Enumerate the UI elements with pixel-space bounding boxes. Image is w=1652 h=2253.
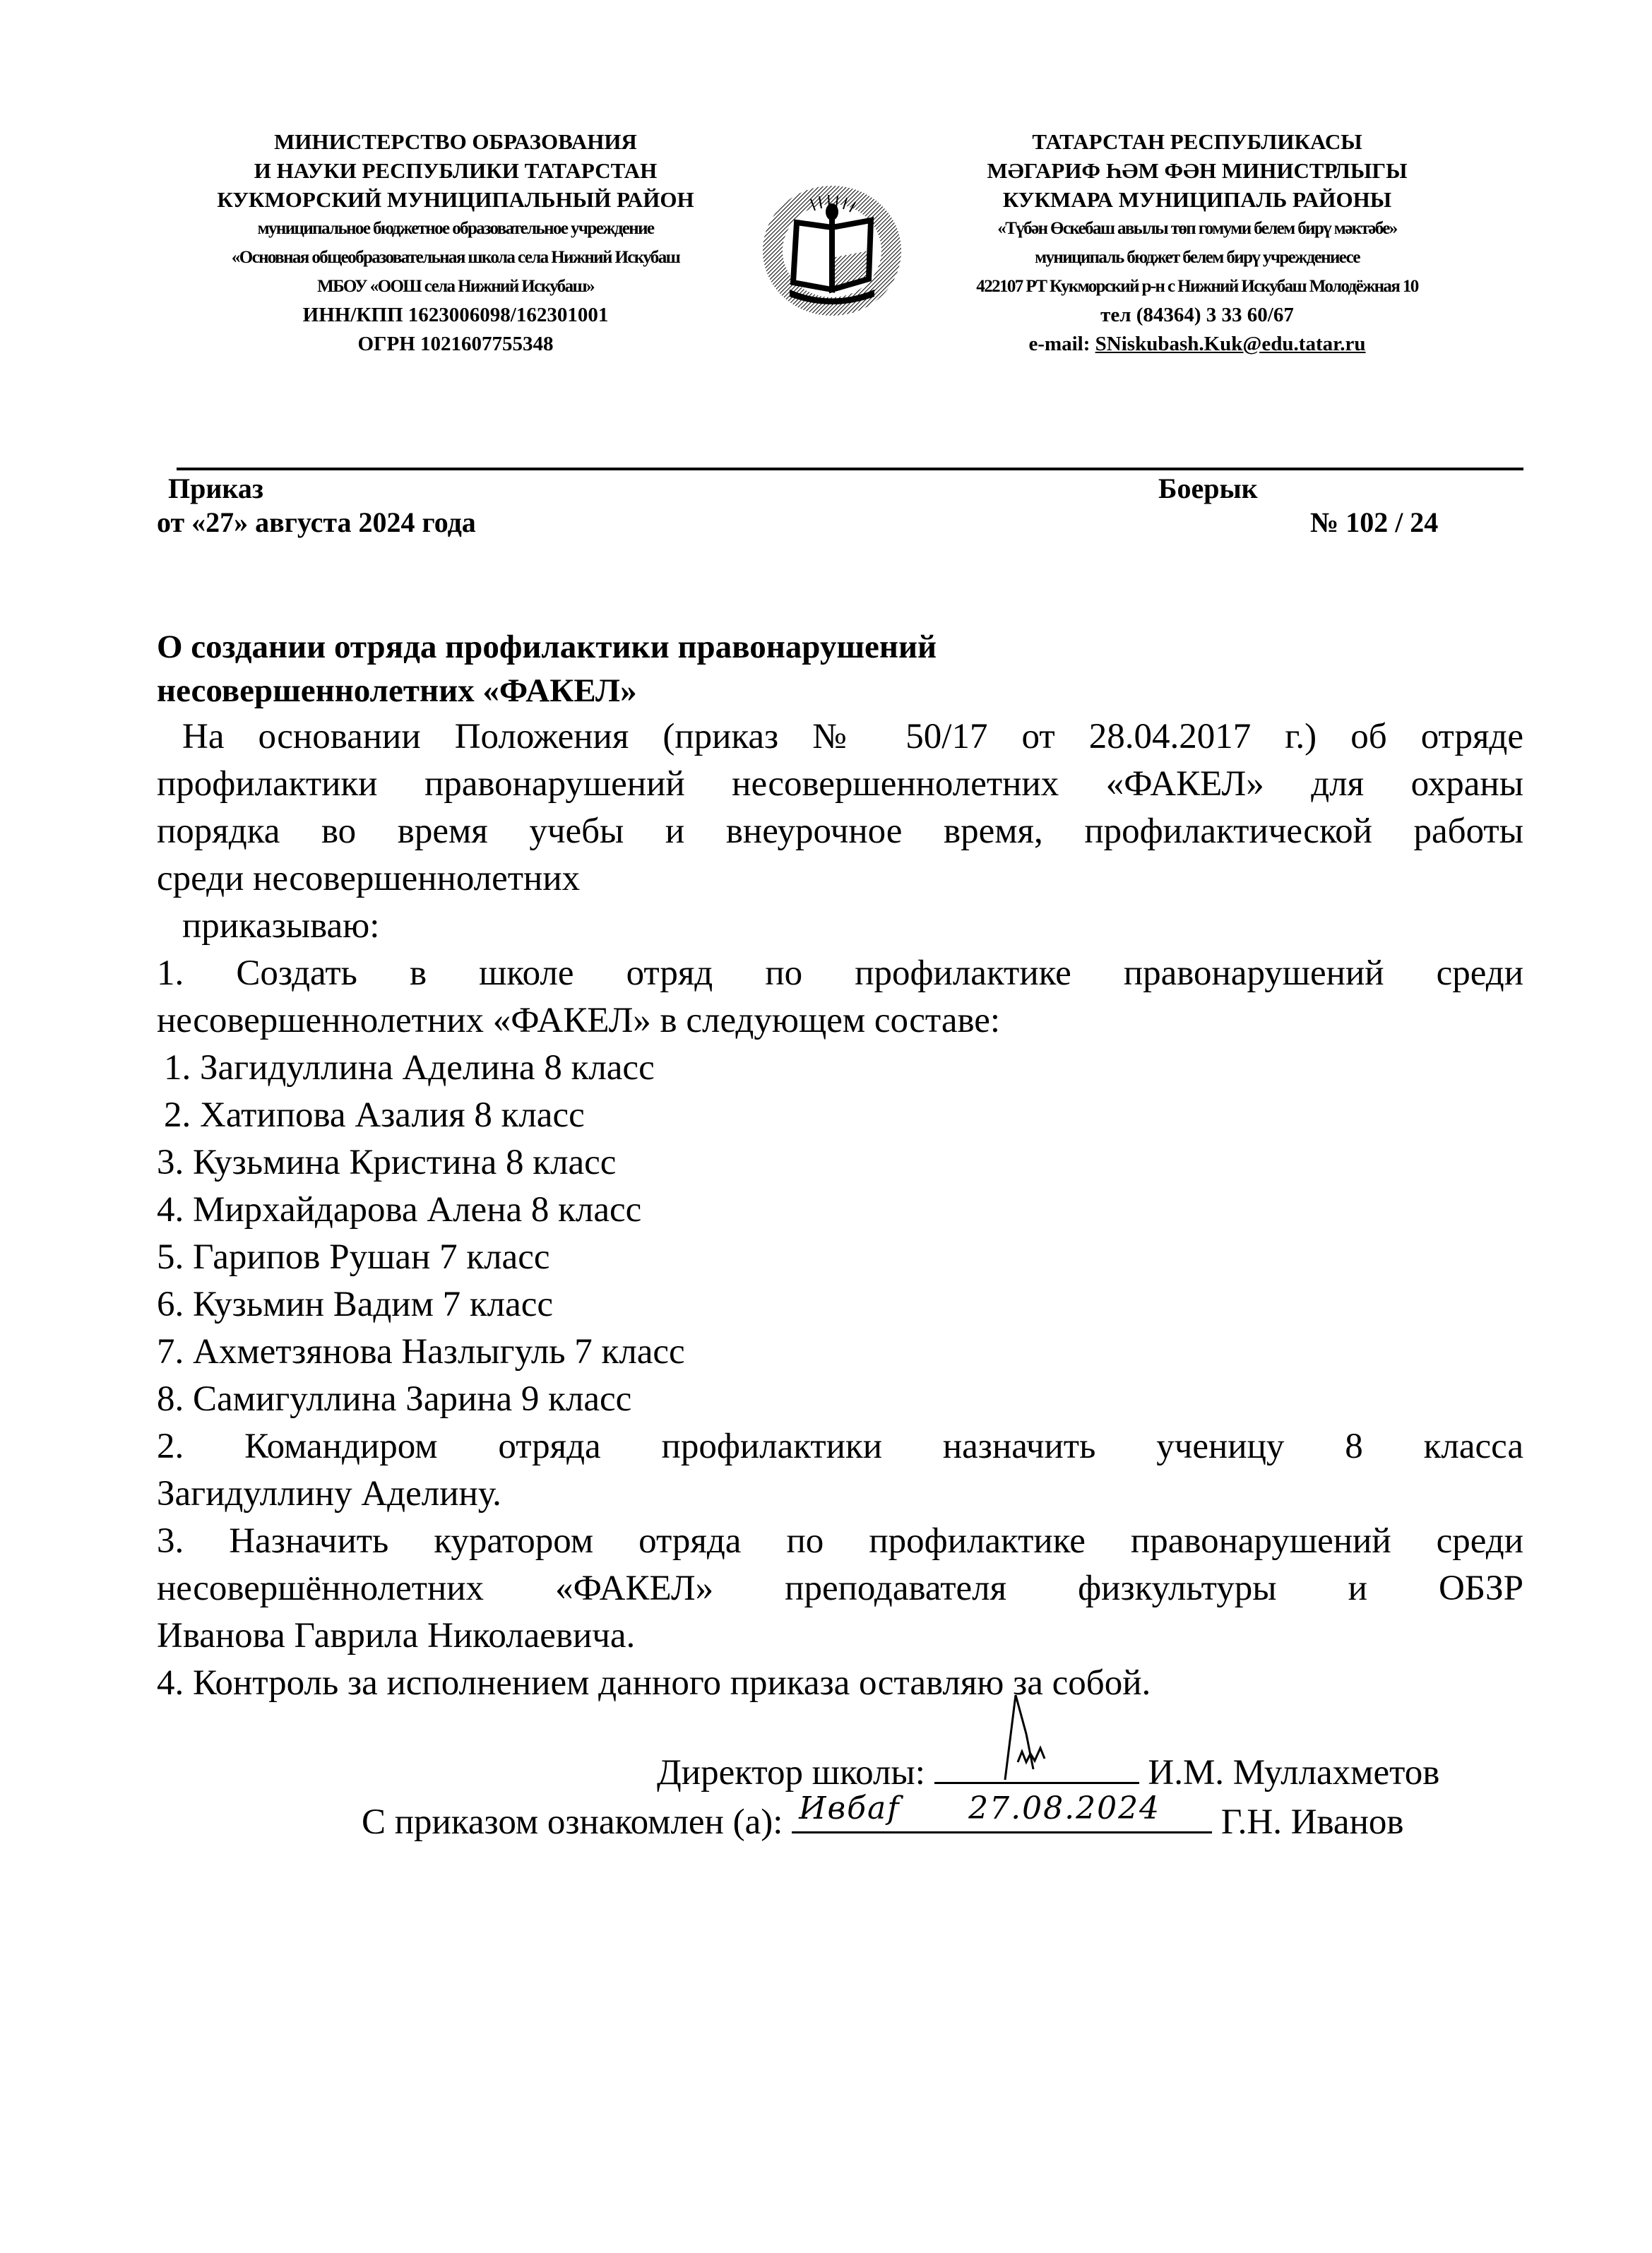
- preamble-line-3: порядка во время учебы и внеурочное время, профилактической работы: [157, 812, 1523, 851]
- member-7: 7. Ахметзянова Назлыгуль 7 класс: [157, 1332, 685, 1372]
- title-line-2: несовершеннолетних «ФАКЕЛ»: [157, 672, 637, 709]
- institution-type-line: муниципальное бюджетное образовательное учреждение: [257, 219, 654, 238]
- open-book-emblem-icon: [761, 184, 903, 318]
- school-tatar-name-line: «Түбән Өскебаш авылы төп гомуми белем бирү мәктәбе»: [997, 219, 1397, 238]
- ministry-line-2: И НАУКИ РЕСПУБЛИКИ ТАТАРСТАН: [254, 158, 658, 183]
- acquainted-label: С приказом ознакомлен (а):: [362, 1802, 783, 1842]
- acquainted-signature-row: [362, 1790, 1404, 1843]
- member-1: 1. Загидуллина Аделина 8 класс: [164, 1048, 655, 1088]
- order-label-russian: Приказ: [168, 472, 263, 504]
- item-1-line-2: несовершеннолетних «ФАКЕЛ» в следующем составе:: [157, 1001, 1001, 1040]
- district-tatar-line: КУКМАРА МУНИЦИПАЛЬ РАЙОНЫ: [1002, 187, 1392, 212]
- ogrn-line: ОГРН 1021607755348: [357, 333, 554, 355]
- header-left-russian: [152, 127, 759, 359]
- document-title: [157, 625, 937, 713]
- email-line: [886, 330, 1508, 359]
- director-signature-line: [934, 1748, 1139, 1784]
- school-short-name-line: МБОУ «ООШ села Нижний Искубаш»: [317, 277, 594, 296]
- preamble-line-2: профилактики правонарушений несовершеннолетних «ФАКЕЛ» для охраны: [157, 764, 1523, 804]
- acquainted-handwritten-date: 27.08.2024: [968, 1790, 1161, 1826]
- order-label-tatar: Боерык: [1158, 472, 1258, 504]
- item-2-line-2: Загидуллину Аделину.: [157, 1474, 501, 1514]
- item-1-line-1: 1. Создать в школе отряд по профилактике правонарушений среди: [157, 953, 1523, 993]
- institution-tatar-type-line: муниципаль бюджет белем бирү учреждениесе: [1035, 248, 1360, 267]
- director-name: И.М. Муллахметов: [1148, 1753, 1440, 1793]
- school-full-name-line: «Основная общеобразовательная школа села Нижний Искубаш: [231, 248, 680, 267]
- header-right-tatar: [886, 127, 1508, 359]
- preamble-line-4: среди несовершеннолетних: [157, 859, 581, 898]
- member-6: 6. Кузьмин Вадим 7 класс: [157, 1285, 553, 1324]
- inn-kpp-line: ИНН/КПП 1623006098/162301001: [302, 304, 609, 326]
- ministry-line-1: МИНИСТЕРСТВО ОБРАЗОВАНИЯ: [274, 129, 637, 154]
- member-8: 8. Самигуллина Зарина 9 класс: [157, 1379, 632, 1419]
- title-line-1: О создании отряда профилактики правонарушений: [157, 629, 937, 665]
- order-date: от «27» августа 2024 года: [157, 506, 476, 538]
- item-4: 4. Контроль за исполнением данного приказа оставляю за собой.: [157, 1663, 1151, 1703]
- item-3-line-2: несовершённолетних «ФАКЕЛ» преподавателя физкультуры и ОБЗР: [157, 1569, 1523, 1608]
- member-4: 4. Мирхайдарова Алена 8 класс: [157, 1190, 642, 1230]
- email-link[interactable]: SNiskubash.Kuk@edu.tatar.ru: [1095, 333, 1366, 355]
- item-3-line-1: 3. Назначить куратором отряда по профилактике правонарушений среди: [157, 1521, 1523, 1561]
- item-2-line-1: 2. Командиром отряда профилактики назначить ученицу 8 класса: [157, 1427, 1523, 1466]
- director-handwritten-signature-icon: [934, 1692, 1139, 1783]
- acquainted-handwritten-signature: Ивбаf: [799, 1790, 901, 1826]
- order-number: № 102 / 24: [1310, 506, 1439, 538]
- phone-line: тел (84364) 3 33 60/67: [1100, 304, 1294, 326]
- member-5: 5. Гарипов Рушан 7 класс: [157, 1237, 550, 1277]
- member-3: 3. Кузьмина Кристина 8 класс: [157, 1143, 617, 1182]
- header-divider: [177, 468, 1523, 470]
- address-line: 422107 РТ Кукморский р-н с Нижний Искубаш Молодёжная 10: [976, 277, 1418, 296]
- acquainted-name: Г.Н. Иванов: [1220, 1802, 1404, 1842]
- ministry-tatar-line: МӘГАРИФ ҺӘМ ФӘН МИНИСТРЛЫГЫ: [987, 158, 1408, 183]
- acquainted-signature-line: [792, 1790, 1212, 1833]
- member-2: 2. Хатипова Азалия 8 класс: [164, 1095, 585, 1135]
- director-label: Директор школы:: [657, 1753, 925, 1793]
- republic-line: ТАТАРСТАН РЕСПУБЛИКАСЫ: [1032, 129, 1362, 154]
- email-label: e-mail:: [1028, 333, 1095, 355]
- decree-word: приказываю:: [182, 906, 380, 946]
- preamble: [157, 713, 1523, 1707]
- preamble-line-1: На основании Положения (приказ № 50/17 от 28.04.2017 г.) об отряде: [182, 717, 1523, 756]
- district-line: КУКМОРСКИЙ МУНИЦИПАЛЬНЫЙ РАЙОН: [217, 187, 694, 212]
- item-3-line-3: Иванова Гаврила Николаевича.: [157, 1616, 636, 1655]
